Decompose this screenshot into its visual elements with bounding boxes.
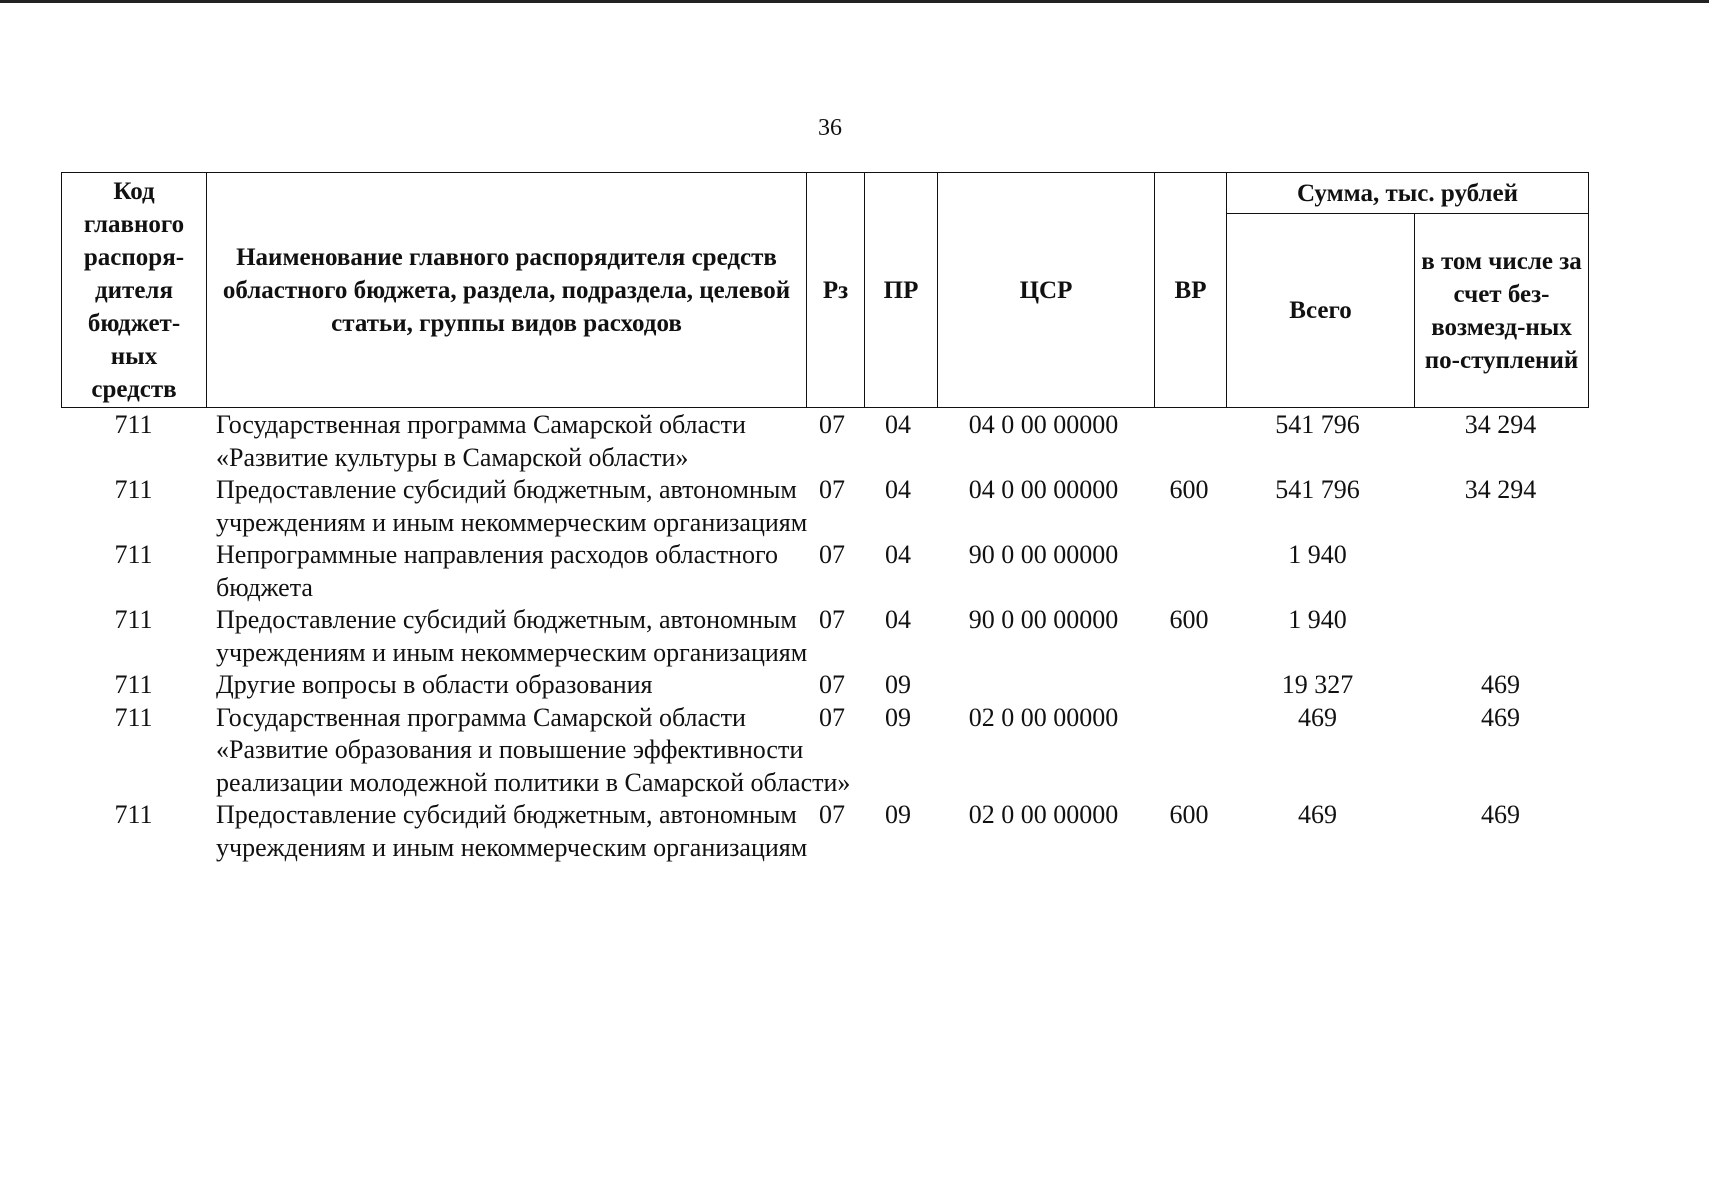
cell-grant: 469 bbox=[1481, 800, 1520, 829]
cell-csr: 04 0 00 00000 bbox=[968, 410, 1119, 439]
cell-code: 711 bbox=[114, 800, 153, 829]
cell-csr: 90 0 00 00000 bbox=[968, 605, 1119, 634]
cell-pr: 04 bbox=[885, 540, 911, 569]
header-rz: Рз bbox=[807, 173, 865, 408]
cell-code: 711 bbox=[114, 702, 153, 732]
cell-total: 469 bbox=[1298, 702, 1337, 732]
header-total: Всего bbox=[1227, 214, 1415, 408]
cell-code: 711 bbox=[114, 605, 153, 634]
table-row bbox=[61, 669, 1588, 702]
header-grant: в том числе за счет без-возмезд-ных по-ступлений bbox=[1415, 214, 1589, 408]
table-row bbox=[61, 604, 1588, 669]
cell-code: 711 bbox=[114, 670, 153, 699]
table-row bbox=[61, 702, 1588, 800]
cell-pr: 04 bbox=[885, 475, 911, 504]
cell-name: Предоставление субсидий бюджетным, автономным учреждениям и иным некоммерческим организациям bbox=[216, 800, 808, 862]
header-csr: ЦСР bbox=[938, 173, 1155, 408]
table-header bbox=[61, 172, 1589, 408]
cell-rz: 07 bbox=[819, 670, 845, 699]
cell-total: 19 327 bbox=[1281, 670, 1354, 699]
cell-csr: 04 0 00 00000 bbox=[968, 475, 1119, 504]
cell-grant: 34 294 bbox=[1464, 475, 1537, 504]
header-vr: ВР bbox=[1155, 173, 1227, 408]
cell-total: 541 796 bbox=[1275, 475, 1360, 504]
header-code: Код главного распоря-дителя бюджет-ных средств bbox=[62, 173, 207, 408]
cell-pr: 09 bbox=[885, 670, 911, 699]
header-sum: Сумма, тыс. рублей bbox=[1227, 173, 1589, 214]
cell-name: Непрограммные направления расходов областного бюджета bbox=[216, 540, 778, 602]
cell-pr: 04 bbox=[885, 605, 911, 634]
cell-grant: 34 294 bbox=[1464, 410, 1537, 439]
cell-name: Государственная программа Самарской области «Развитие образования и повышение эффективности реализации молодежной политики в Самарской области» bbox=[216, 702, 851, 797]
table-row bbox=[61, 799, 1588, 864]
header-pr: ПР bbox=[865, 173, 938, 408]
header-name: Наименование главного распорядителя средств областного бюджета, раздела, подраздела, целевой статьи, группы видов расходов bbox=[207, 173, 807, 408]
table-row bbox=[61, 539, 1588, 604]
cell-name: Предоставление субсидий бюджетным, автономным учреждениям и иным некоммерческим организациям bbox=[216, 605, 808, 667]
cell-code: 711 bbox=[114, 540, 153, 569]
table-row bbox=[61, 474, 1588, 539]
cell-grant: 469 bbox=[1481, 670, 1520, 699]
cell-rz: 07 bbox=[819, 800, 845, 829]
cell-total: 541 796 bbox=[1275, 410, 1360, 439]
table-body bbox=[61, 409, 1588, 864]
cell-rz: 07 bbox=[819, 540, 845, 569]
cell-rz: 07 bbox=[819, 605, 845, 634]
cell-total: 469 bbox=[1298, 800, 1337, 829]
cell-rz: 07 bbox=[819, 702, 845, 732]
cell-pr: 09 bbox=[885, 702, 911, 732]
cell-vr: 600 bbox=[1169, 605, 1209, 634]
cell-total: 1 940 bbox=[1288, 540, 1347, 569]
cell-code: 711 bbox=[114, 475, 153, 504]
cell-csr: 02 0 00 00000 bbox=[968, 702, 1119, 732]
cell-pr: 04 bbox=[885, 410, 911, 439]
cell-vr: 600 bbox=[1169, 800, 1209, 829]
top-border-line bbox=[0, 0, 1709, 3]
table-row bbox=[61, 409, 1588, 474]
cell-total: 1 940 bbox=[1288, 605, 1347, 634]
cell-name: Государственная программа Самарской области «Развитие культуры в Самарской области» bbox=[216, 410, 746, 472]
cell-csr: 90 0 00 00000 bbox=[968, 540, 1119, 569]
cell-pr: 09 bbox=[885, 800, 911, 829]
cell-vr: 600 bbox=[1169, 475, 1209, 504]
cell-rz: 07 bbox=[819, 475, 845, 504]
cell-grant: 469 bbox=[1481, 702, 1520, 732]
cell-code: 711 bbox=[114, 410, 153, 439]
page-number: 36 bbox=[818, 115, 842, 141]
cell-name: Другие вопросы в области образования bbox=[216, 670, 653, 699]
cell-rz: 07 bbox=[819, 410, 845, 439]
cell-csr: 02 0 00 00000 bbox=[968, 800, 1119, 829]
cell-name: Предоставление субсидий бюджетным, автономным учреждениям и иным некоммерческим организациям bbox=[216, 475, 808, 537]
